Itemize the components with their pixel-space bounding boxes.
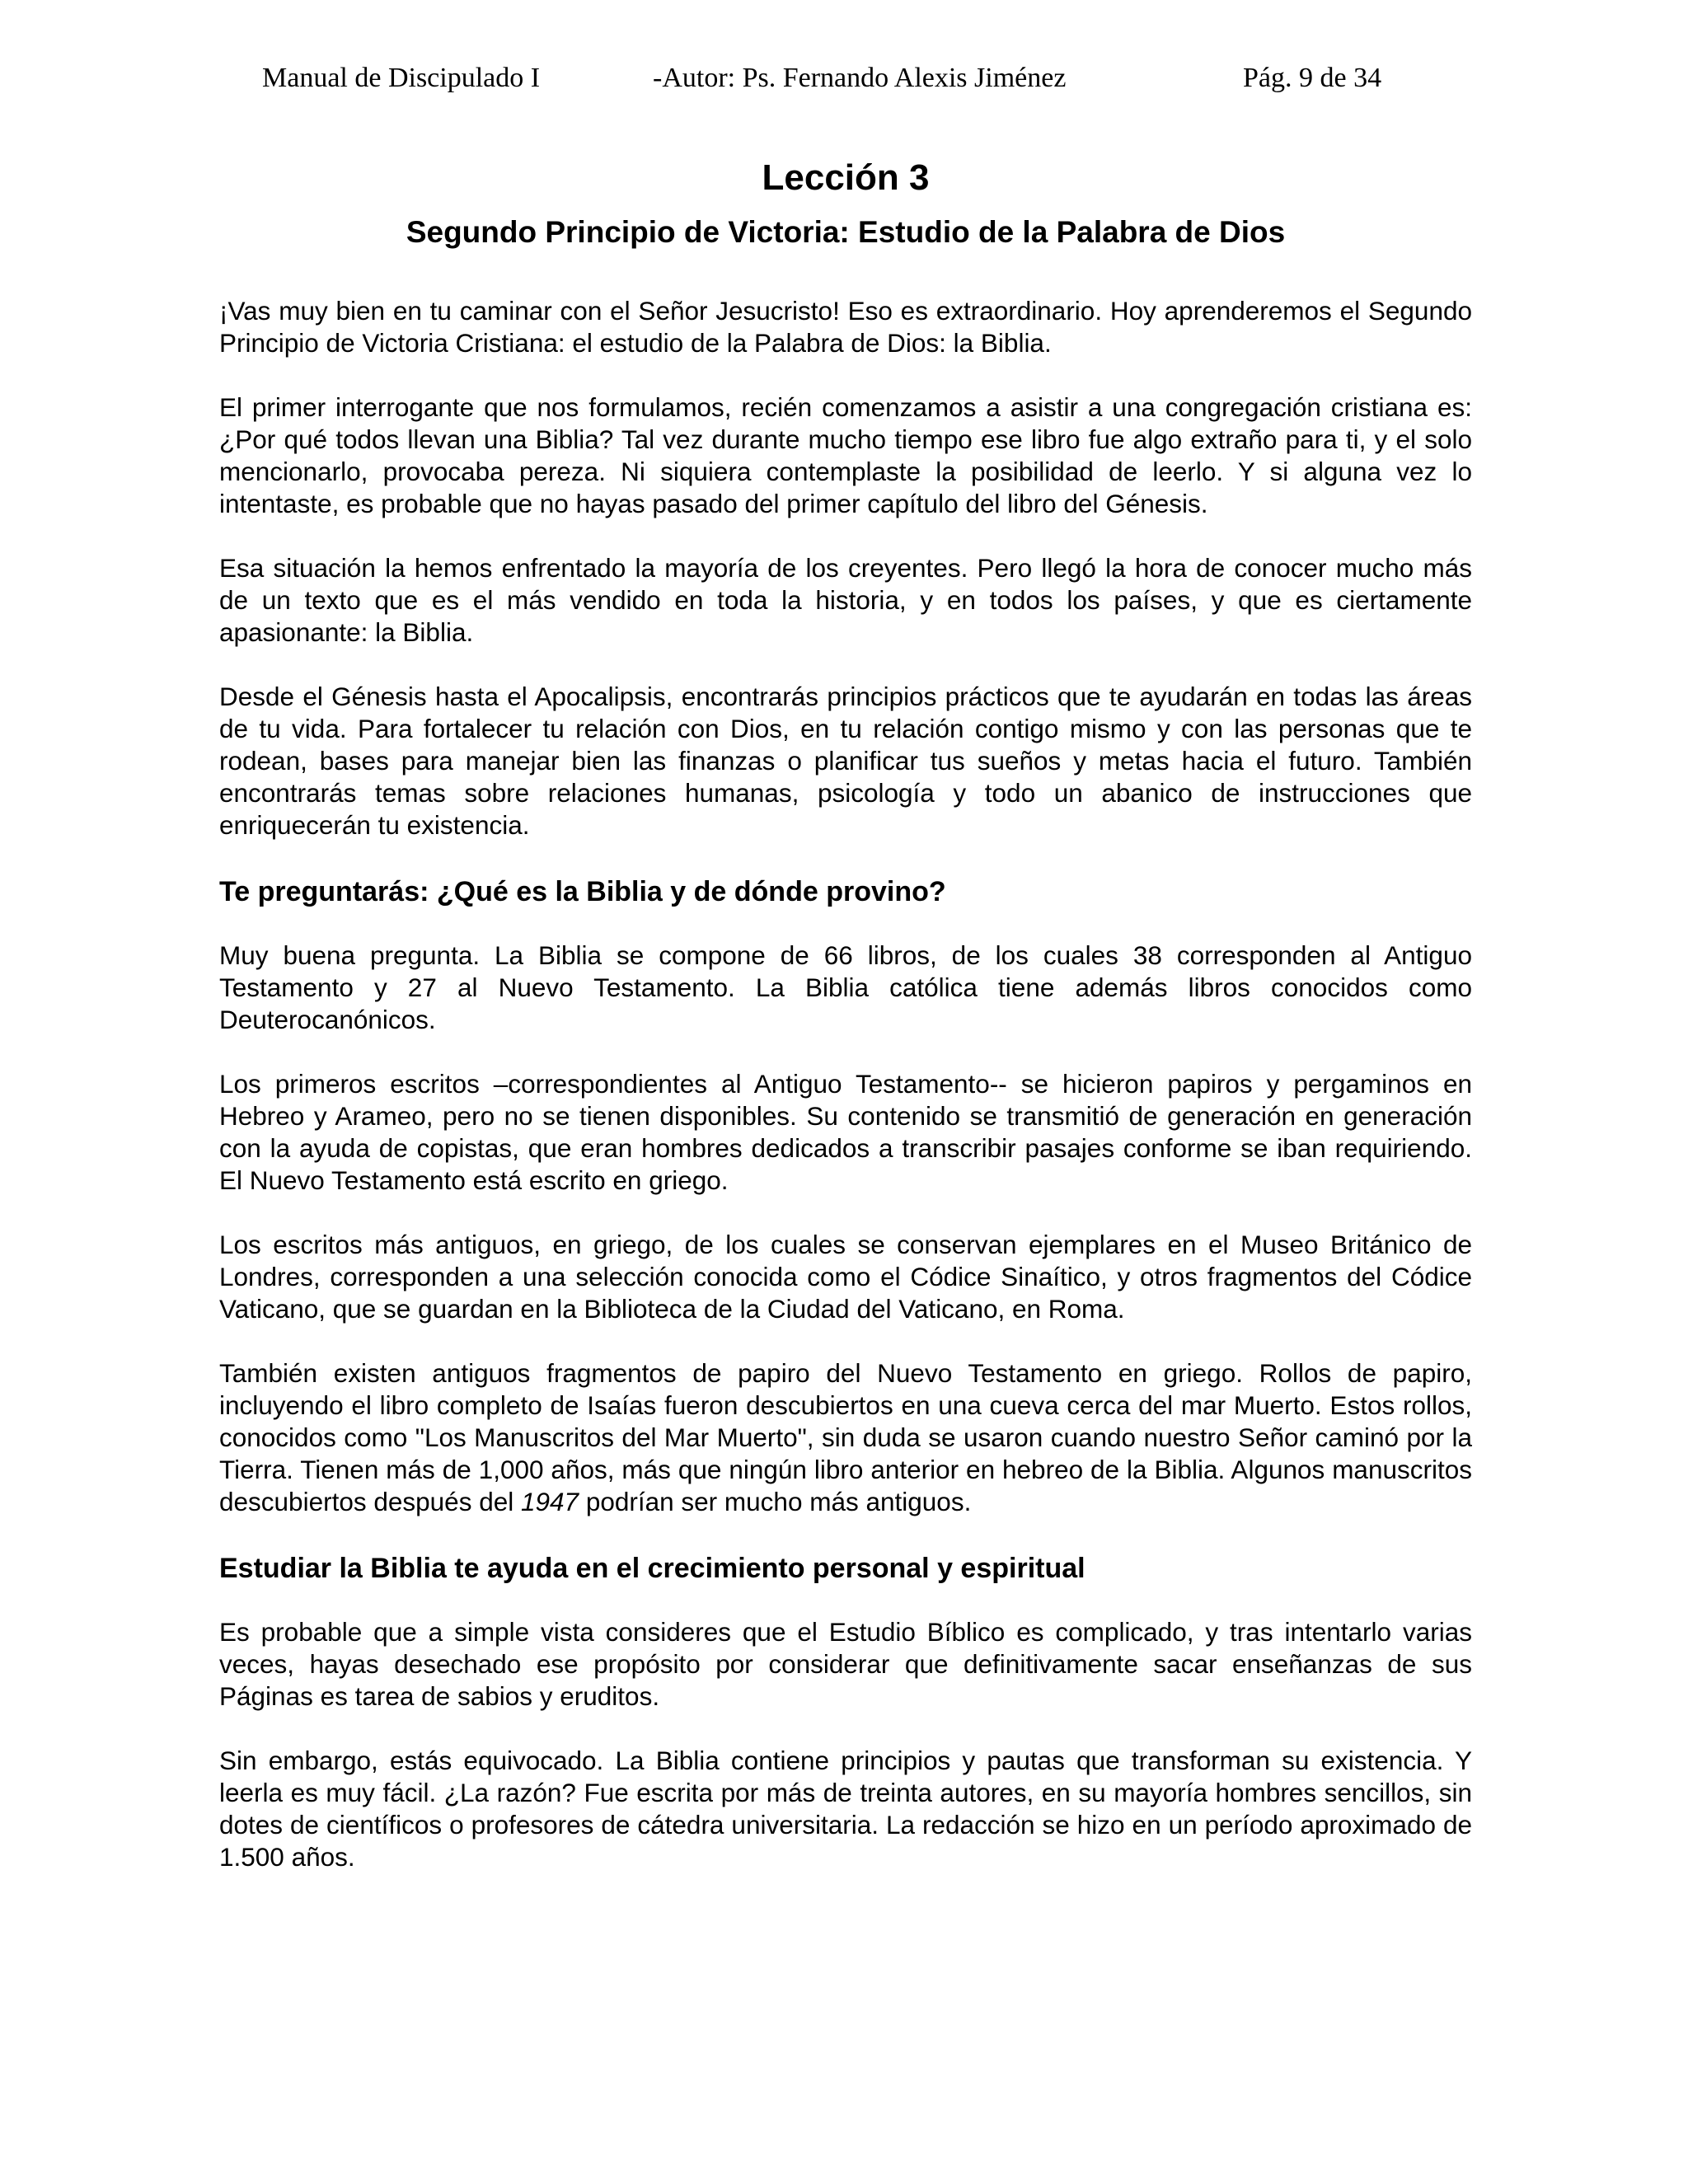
paragraph-first-writings: Los primeros escritos –correspondientes al Antiguo Testamento-- se hicieron papiros y pergaminos en Hebreo y Arameo, pero no se tienen disponibles. Su contenido se transmitió de generación en generación con la ayuda de copistas, que eran hombres dedicados a transcribir pasajes conforme se iban requiriendo. El Nuevo Testamento está escrito en griego. (219, 1069, 1472, 1195)
paragraph-intro-3: Esa situación la hemos enfrentado la mayoría de los creyentes. Pero llegó la hora de conocer mucho más de un texto que es el más vendido en toda la historia, y en todos los países, y que es ciertamente apasionante: la Biblia. (219, 553, 1472, 647)
dead-sea-text-after: podrían ser mucho más antiguos. (579, 1487, 972, 1516)
paragraph-dead-sea-scrolls (219, 1357, 1472, 1518)
header-manual-title: Manual de Discipulado I (262, 63, 541, 93)
paragraph-study-complicated: Es probable que a simple vista consideres que el Estudio Bíblico es complicado, y tras intentarlo varias veces, hayas desechado ese propósito por considerar que definitivamente sacar enseñanzas de sus Páginas es tarea de sabios y eruditos. (219, 1617, 1472, 1711)
document-body (219, 155, 1472, 1905)
header-author: -Autor: Ps. Fernando Alexis Jiménez (653, 63, 1067, 93)
year-italic: 1947 (521, 1487, 579, 1516)
section-heading-what-is-bible: Te preguntarás: ¿Qué es la Biblia y de dónde provino? (219, 876, 946, 907)
running-header (0, 58, 1688, 99)
paragraph-study-easy: Sin embargo, estás equivocado. La Biblia contiene principios y pautas que transforman su existencia. Y leerla es muy fácil. ¿La razón? Fue escrita por más de treinta autores, en su mayoría hombres sencillos, sin dotes de científicos o profesores de cátedra universitaria. La redacción se hizo en un período aproximado de 1.500 años. (219, 1746, 1472, 1872)
paragraph-intro-1: ¡Vas muy bien en tu caminar con el Señor Jesucristo! Eso es extraordinario. Hoy aprenderemos el Segundo Principio de Victoria Cristiana: el estudio de la Palabra de Dios: la Biblia. (219, 296, 1472, 358)
paragraph-intro-2: El primer interrogante que nos formulamos, recién comenzamos a asistir a una congregación cristiana es: ¿Por qué todos llevan una Biblia? Tal vez durante mucho tiempo ese libro fue algo extraño para ti, y el solo mencionarlo, provocaba pereza. Ni siquiera contemplaste la posibilidad de leerlo. Y si alguna vez lo intentaste, es probable que no hayas pasado del primer capítulo del libro del Génesis. (219, 392, 1472, 518)
paragraph-intro-4: Desde el Génesis hasta el Apocalipsis, encontrarás principios prácticos que te ayudarán en todas las áreas de tu vida. Para fortalecer tu relación con Dios, en tu relación contigo mismo y con las personas que te rodean, bases para manejar bien las finanzas o planificar tus sueños y metas hacia el futuro. También encontrarás temas sobre relaciones humanas, psicología y todo un abanico de instrucciones que enriquecerán tu existencia. (219, 682, 1472, 840)
section-heading-study-growth: Estudiar la Biblia te ayuda en el crecimiento personal y espiritual (219, 1553, 1085, 1584)
paragraph-oldest-writings: Los escritos más antiguos, en griego, de los cuales se conservan ejemplares en el Museo Británico de Londres, corresponden a una selección conocida como el Códice Sinaítico, y otros fragmentos del Códice Vaticano, que se guardan en la Biblioteca de la Ciudad del Vaticano, en Roma. (219, 1230, 1472, 1324)
paragraph-bible-books: Muy buena pregunta. La Biblia se compone de 66 libros, de los cuales 38 corresponden al Antiguo Testamento y 27 al Nuevo Testamento. La Biblia católica tiene además libros conocidos como Deuterocanónicos. (219, 940, 1472, 1034)
lesson-subtitle: Segundo Principio de Victoria: Estudio de la Palabra de Dios (406, 215, 1286, 249)
lesson-title: Lección 3 (762, 157, 930, 198)
header-page-number: Pág. 9 de 34 (1243, 63, 1382, 93)
dead-sea-text-before: También existen antiguos fragmentos de papiro del Nuevo Testamento en griego. Rollos de papiro, incluyendo el libro completo de Isaías fueron descubiertos en una cueva cerca del mar Muerto. Estos rollos, conocidos como "Los Manuscritos del Mar Muerto", sin duda se usaron cuando nuestro Señor caminó por la Tierra. Tienen más de 1,000 años, más que ningún libro anterior en hebreo de la Biblia. Algunos manuscritos descubiertos después del (219, 1358, 1472, 1516)
